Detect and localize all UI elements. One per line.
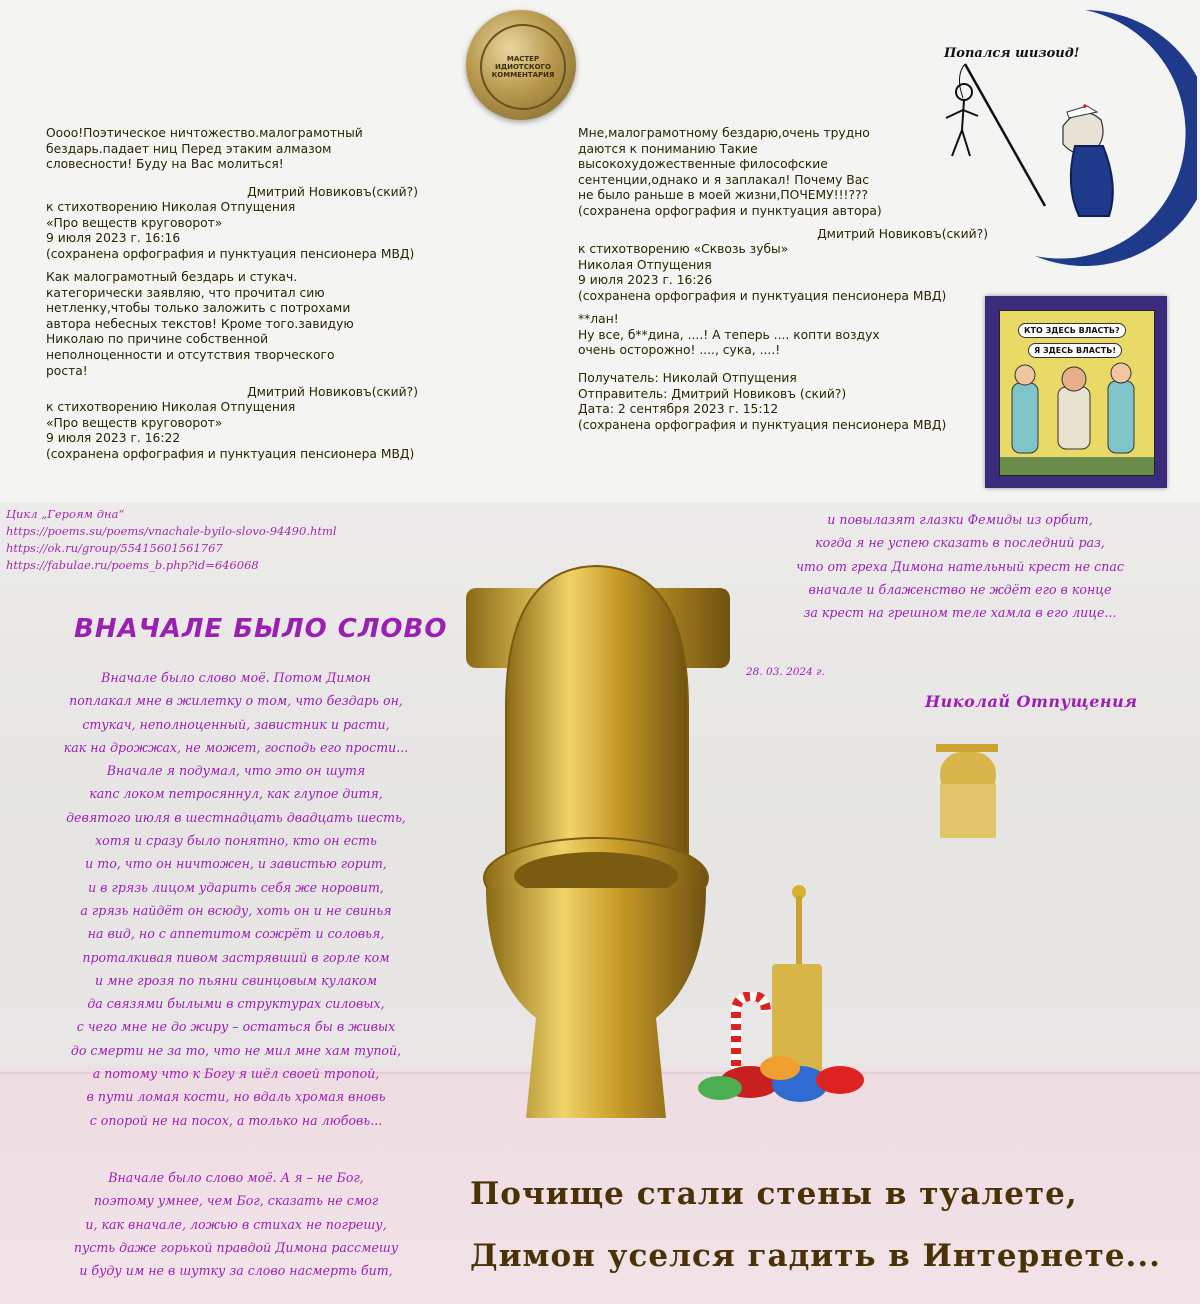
comment-1-author: Дмитрий Новиковъ(ский?)	[247, 185, 418, 199]
cycle-links: Цикл „Героям дна“ https://poems.su/poems/vnachale-byilo-slovo-94490.html https://ok.ru/group/55415601561767 https://fabulae.ru/poems_b.php?id=646068	[6, 507, 337, 572]
comment-1-text: Оооо!Поэтическое ничтожество.малограмотный бездарь.падает ниц Перед этаким алмазом словесности! Буду на Вас молиться!	[46, 126, 363, 172]
couplet-line-2: Димон уселся гадить в Интернете...	[470, 1238, 1161, 1274]
candy-pile-icon	[680, 992, 890, 1112]
comment-2-text: Как малограмотный бездарь и стукач. категорически заявляю, что прочитал сию нетленку,чтобы только заложить с потрохами автора небесных текстов! Кроме того.завидую Николаю по причине собственной неполноценности и отсутствия творческого роста!	[46, 270, 354, 378]
comment-4-text: **лан! Ну все, б**дина, ....! А теперь .... копти воздух очень осторожно! ...., сука, ....!	[578, 312, 880, 358]
cartoon-illustration	[999, 310, 1155, 476]
poem-title: ВНАЧАЛЕ БЫЛО СЛОВО	[74, 614, 448, 644]
poem-date: 28. 03. 2024 г.	[746, 666, 825, 678]
poem-author: Николай Отпущения	[925, 692, 1138, 711]
comment-3-author: Дмитрий Новиковъ(ский?)	[817, 227, 988, 241]
hanged-stickman-icon	[940, 80, 980, 160]
toilet-paper-holder-icon	[934, 744, 1002, 840]
comment-2-author: Дмитрий Новиковъ(ский?)	[247, 385, 418, 399]
poem-stanza-2: Вначале было слово моё. А я – не Бог, поэтому умнее, чем Бог, сказать не смог и, как вначале, ложью в стихах не погрешу, пусть даже горькой правдой Димона рассмешу и буду им не в шутку за слово насмерть бит,	[73, 1170, 399, 1279]
comment-2-meta: к стихотворению Николая Отпущения «Про веществ круговорот» 9 июля 2023 г. 16:22 (сохранена орфография и пунктуация пенсионера МВД)	[46, 400, 415, 461]
poem-panel	[0, 502, 1200, 1304]
speech-bubble-2: Я ЗДЕСЬ ВЛАСТЬ!	[1028, 343, 1122, 358]
poem-stanza-3: и повылазят глазки Фемиды из орбит, когда я не успею сказать в последний раз, что от греха Димона нательный крест не спас вначале и блаженство не ждёт его в конце за крест на грешном теле хамла в его лице...	[796, 512, 1124, 621]
doctors-and-patient-icon	[1000, 361, 1154, 475]
speech-bubble-1: КТО ЗДЕСЬ ВЛАСТЬ?	[1018, 323, 1126, 338]
comment-3-meta: к стихотворению «Сквозь зубы» Николая Отпущения 9 июля 2023 г. 16:26 (сохранена орфография и пунктуация пенсионера МВД)	[578, 242, 947, 303]
moon-caption: Попался шизоид!	[944, 46, 1080, 61]
comments-panel	[0, 0, 1200, 502]
medal-seal-icon	[466, 10, 576, 120]
comment-3-text: Мне,малограмотному бездарю,очень трудно даются к пониманию Такие высокохудожественные философские сентенции,однако и я заплакал! Почему Вас не было раньше в моей жизни,ПОЧЕМУ!!!??? (сохранена орфография и пунктуация автора)	[578, 126, 882, 218]
cartoon-poster	[985, 296, 1167, 488]
poem-stanza-1: Вначале было слово моё. Потом Димон поплакал мне в жилетку о том, что бездарь он, стукач, неполноценный, завистник и расти, как на дрожжах, не может, господь его прости... Вначале я подумал, что это он шутя капс локом петросяннул, как глупое дитя, девятого июля в шестнадцать двадцать шесть, хотя и сразу было понятно, кто он есть и то, что он ничтожен, и завистью горит, и в грязь лицом ударить себя же норовит, а грязь найдёт он всюду, хоть он и не свинья на вид, но с аппетитом сожрёт и соловья, проталкивая пивом застрявший в горле ком и мне грозя по пьяни свинцовым кулаком да связями былыми в структурах силовых, с чего мне не до жиру – остаться бы в живых до смерти не за то, что не мил мне хам тупой, а потому что к Богу я шёл своей тропой, в пути ломая кости, но вдаль хромая вновь с опорой не на посох, а только на любовь...	[63, 670, 409, 1128]
comment-1-meta: к стихотворению Николая Отпущения «Про веществ круговорот» 9 июля 2023 г. 16:16 (сохранена орфография и пунктуация пенсионера МВД)	[46, 200, 415, 261]
comment-4-meta: Получатель: Николай Отпущения Отправитель: Дмитрий Новиковъ (ский?) Дата: 2 сентября 2023 г. 15:12 (сохранена орфография и пунктуация пенсионера МВД)	[578, 371, 947, 432]
seal-text: МАСТЕР ИДИОТСКОГО КОММЕНТАРИЯ	[491, 55, 555, 79]
couplet-line-1: Почище стали стены в туалете,	[470, 1176, 1078, 1212]
